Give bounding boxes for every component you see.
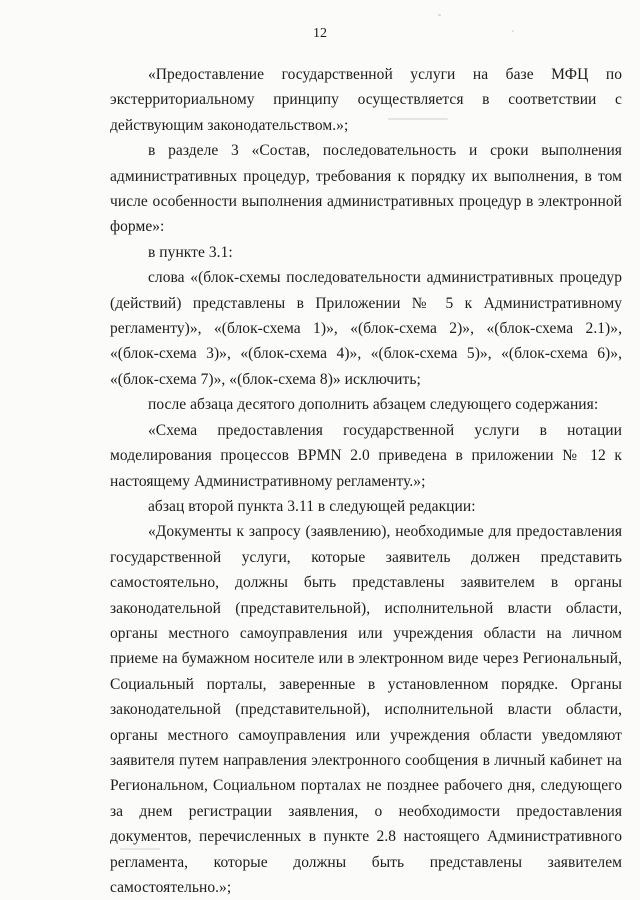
scan-speckle [512,30,514,32]
paragraph-mfc-quote: «Предоставление государственной услуги на базе МФЦ по экстерриториальному принципу осуществляется в соответствии с действующим законодательством.»; [110,66,622,134]
scan-speckle [438,14,441,16]
paragraph-section-3: в разделе 3 «Состав, последовательность и сроки выполнения административных процедур, требования к порядку их выполнения, в том числе особенности выполнения административных процедур в электронной форме»: [110,142,622,236]
paragraph-bpmn-scheme: «Схема предоставления государственной услуги в нотации моделирования процессов BPMN 2.0 приведена в приложении № 12 к настоящему Административному регламенту.»; [110,421,622,490]
paragraph-point-3-1: в пункте 3.1: [148,243,233,261]
paragraph-point-3-11: абзац второй пункта 3.11 в следующей редакции: [148,497,476,515]
paragraph-add-after-tenth: после абзаца десятого дополнить абзацем следующего содержания: [148,396,599,414]
paragraph-words-excluded: слова «(блок-схемы последовательности административных процедур (действий) представлены в Приложении № 5 к Административному регламенту)», «(блок-схема 1)», «(блок-схема 2)», «(блок-схема 2.1)», «(блок-схема 3)», «(блок-схема 4)», «(блок-схема 5)», «(блок-схема 6)», «(блок-схема 7)», «(блок-схема 8)» исключить; [110,269,622,388]
document-body [110,62,622,900]
page-number: 12 [313,26,327,41]
paragraph-documents-request: «Документы к запросу (заявлению), необходимые для предоставления государственной услуги, которые заявитель должен представить самостоятельно, должны быть представлены заявителем в органы законодательной (представительной), исполнительной власти области, органы местного самоуправления или учреждения области на личном приеме на бумажном носителе или в электронном виде через Региональный, Социальный порталы, заверенные в установленном порядке. Органы законодательной (представительной), исполнительной власти области, органы местного самоуправления или учреждения области уведомляют заявителя путем направления электронного сообщения в личный кабинет на Региональном, Социальном порталах не позднее рабочего дня, следующего за днем регистрации заявления, о необходимости предоставления документов, перечисленных в пункте 2.8 настоящего Административного регламента, которые должны быть представлены заявителем самостоятельно.»; [110,523,622,896]
